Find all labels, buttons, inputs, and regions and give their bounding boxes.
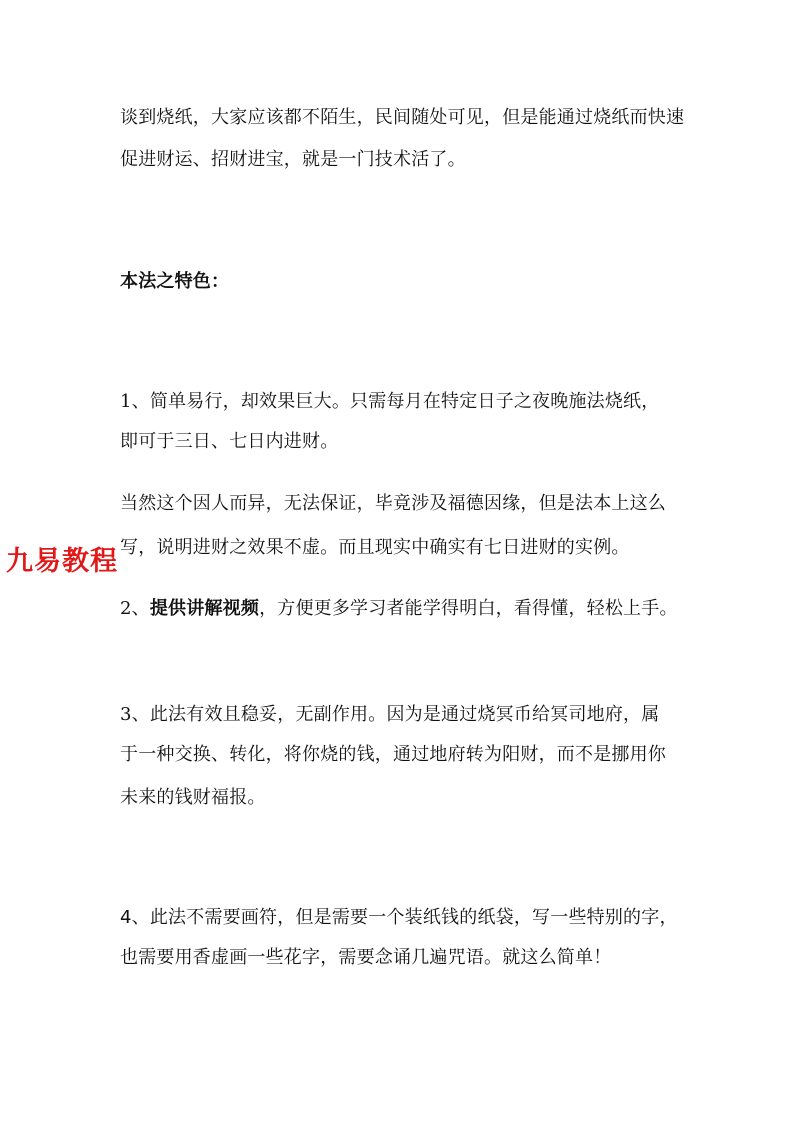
note-line-1: 当然这个因人而异，无法保证，毕竟涉及福德因缘，但是法本上这么 [120, 493, 666, 514]
intro-line-1: 谈到烧纸，大家应该都不陌生，民间随处可见，但是能通过烧纸而快速 [120, 107, 685, 128]
point-4-line-2: 也需要用香虚画一些花字，需要念诵几遍咒语。就这么简单！ [120, 947, 612, 968]
point-4-line-1: 4、此法不需要画符，但是需要一个装纸钱的纸袋，写一些特别的字， [120, 907, 678, 928]
point-3-line-1: 3、此法有效且稳妥，无副作用。因为是通过烧冥币给冥司地府，属 [120, 704, 660, 725]
note-line-2: 写，说明进财之效果不虚。而且现实中确实有七日进财的实例。 [120, 537, 630, 558]
watermark-logo: 九易教程 [6, 546, 118, 577]
features-heading: 本法之特色： [120, 271, 230, 292]
point-2-bold-text: 提供讲解视频 [149, 598, 260, 619]
point-3-line-2: 于一种交换、转化，将你烧的钱，通过地府转为阳财，而不是挪用你 [120, 744, 666, 765]
intro-line-2: 促进财运、招财进宝，就是一门技术活了。 [120, 149, 466, 170]
point-1-line-2: 即可于三日、七日内进财。 [120, 431, 339, 452]
point-2-rest: ，方便更多学习者能学得明白，看得懂，轻松上手。 [259, 598, 678, 619]
point-2-prefix: 2、 [120, 598, 150, 619]
point-2-line [120, 596, 678, 622]
point-3-line-3: 未来的钱财福报。 [120, 787, 266, 808]
point-1-line-1: 1、简单易行，却效果巨大。只需每月在特定日子之夜晚施法烧纸， [120, 391, 660, 412]
